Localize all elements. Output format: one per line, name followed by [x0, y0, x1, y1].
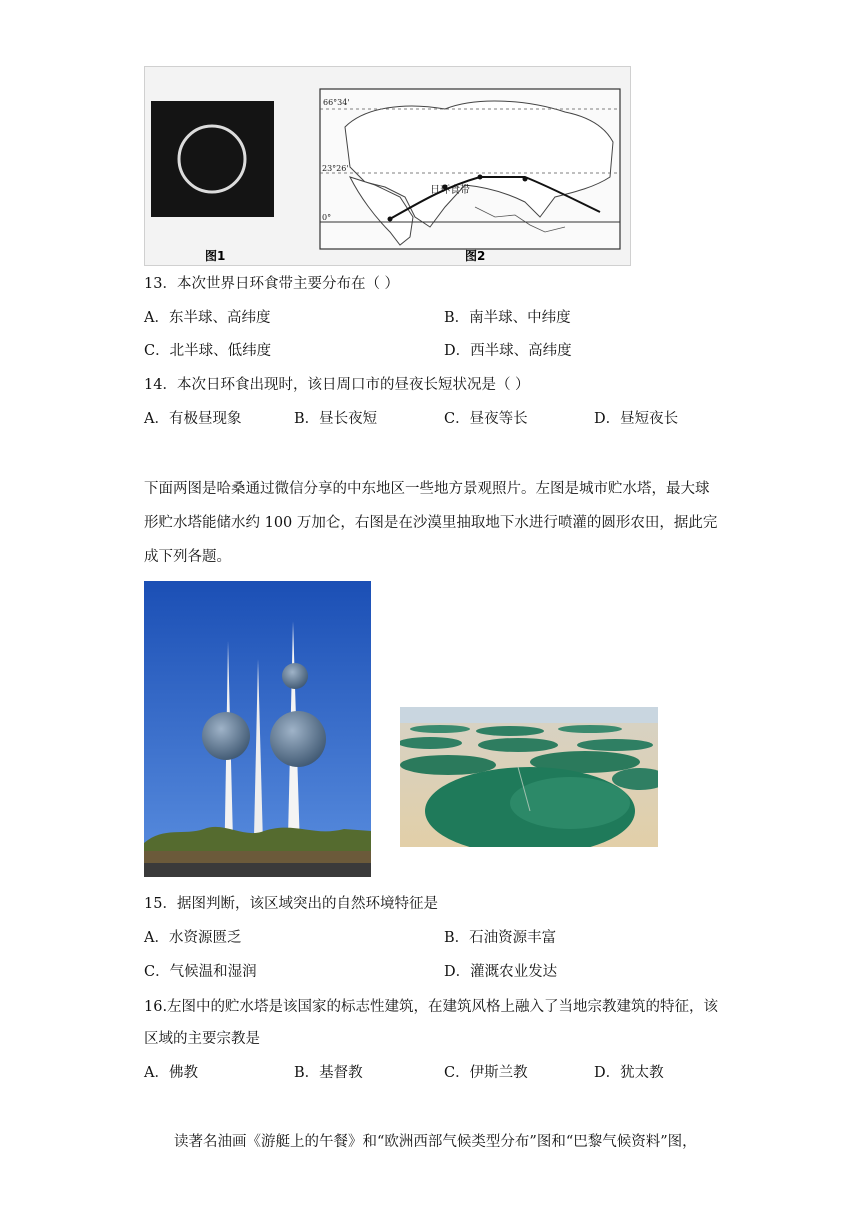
eclipse-figure-panel [144, 66, 631, 266]
reading-passage: 下面两图是哈桑通过微信分享的中东地区一些地方景观照片。左图是城市贮水塔，最大球形贮水塔能储水约 100 万加仑，右图是在沙漠里抽取地下水进行喷灌的圆形农田，据此完成下列各题。 [144, 481, 718, 565]
water-tower-photo-svg [144, 581, 371, 877]
eclipse-figure-svg [145, 67, 630, 265]
q15-option-a[interactable]: A．水资源匮乏 [144, 930, 242, 946]
lat-equator-label: 0° [322, 213, 332, 222]
lat-tropic-label: 23°26' [322, 164, 349, 173]
irrigation-fields-photo-svg [400, 707, 658, 847]
q15-stem: 15．据图判断，该区域突出的自然环境特征是 [144, 896, 438, 912]
lat-arctic-label: 66°34' [323, 98, 350, 107]
path-point [388, 217, 393, 222]
q16-option-b[interactable]: B．基督教 [294, 1065, 363, 1081]
q16-option-c[interactable]: C．伊斯兰教 [444, 1065, 528, 1081]
q15-option-b[interactable]: B．石油资源丰富 [444, 930, 557, 946]
left-sphere [202, 712, 250, 760]
fig2-label: 图2 [465, 249, 486, 263]
q15-option-d[interactable]: D．灌溉农业发达 [444, 964, 558, 980]
q16-stem: 16.左图中的贮水塔是该国家的标志性建筑，在建筑风格上融入了当地宗教建筑的特征，该区域的主要宗教是 [144, 999, 719, 1047]
path-point [523, 177, 528, 182]
eclipse-band-label: 日环食带 [430, 185, 470, 196]
q13-option-b[interactable]: B．南半球、中纬度 [444, 310, 571, 326]
q14-option-d[interactable]: D．昼短夜长 [594, 411, 679, 427]
water-tower-photo [144, 581, 371, 877]
q16-option-a[interactable]: A．佛教 [144, 1065, 198, 1081]
upper-sphere [282, 663, 308, 689]
right-sphere [270, 711, 326, 767]
q13-option-c[interactable]: C．北半球、低纬度 [144, 343, 272, 359]
q13-stem: 13．本次世界日环食带主要分布在（ ） [144, 276, 400, 292]
q14-option-c[interactable]: C．昼夜等长 [444, 411, 528, 427]
q14-option-a[interactable]: A．有极昼现象 [144, 411, 242, 427]
q14-stem: 14．本次日环食出现时，该日周口市的昼夜长短状况是（ ） [144, 377, 530, 393]
fig1-dark-square [151, 101, 274, 217]
q14-option-b[interactable]: B．昼长夜短 [294, 411, 378, 427]
q16-option-d[interactable]: D．犹太教 [594, 1065, 664, 1081]
fig1-label: 图1 [205, 249, 226, 263]
irrigation-fields-photo [400, 707, 658, 847]
q15-option-c[interactable]: C．气候温和湿润 [144, 964, 257, 980]
q13-option-a[interactable]: A．东半球、高纬度 [144, 310, 271, 326]
next-passage-line: 读著名油画《游艇上的午餐》和“欧洲西部气候类型分布”图和“巴黎气候资料”图， [174, 1134, 697, 1150]
path-point [478, 175, 483, 180]
q13-option-d[interactable]: D．西半球、高纬度 [444, 343, 572, 359]
